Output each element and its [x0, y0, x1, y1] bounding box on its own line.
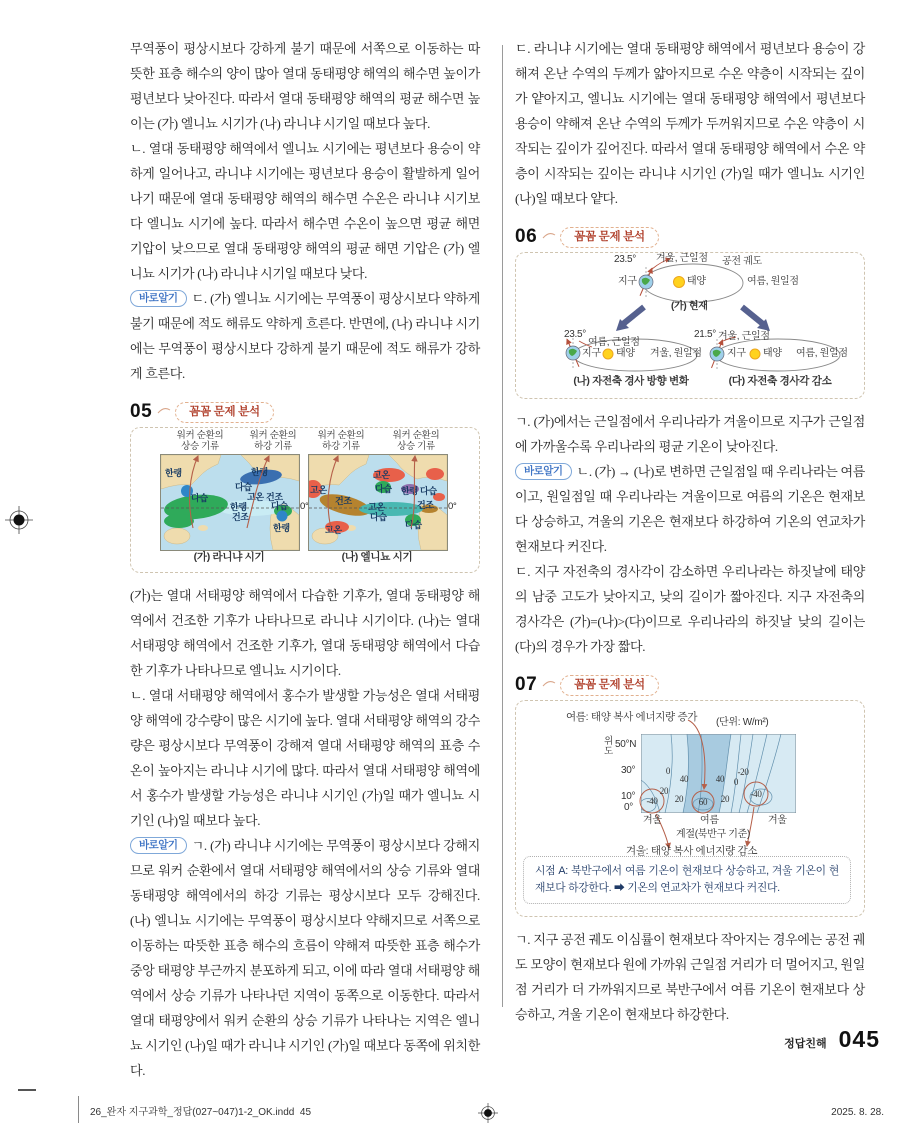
paragraph-text: ㄷ. (가) 엘니뇨 시기에는 무역풍이 평상시보다 약하게 불기 때문에 적도 해류도 약하게 흐른다. 반면에, (나) 라니냐 시기에는 무역풍이 평상시보다 강하게 불기 때문에 적도 해류가 강하게 흐른다. — [130, 291, 480, 381]
walker-label: 워커 순환의 상승 기류 — [392, 430, 440, 452]
orbit-label: 공전 궤도 — [722, 256, 762, 267]
climate-label: 건조 — [335, 496, 352, 506]
y-tick: 0° — [624, 802, 633, 813]
aphelion-label: 여름, 원일점 — [796, 348, 848, 359]
climate-label: 한랭 다습 — [401, 486, 437, 496]
badge-connector — [156, 403, 172, 417]
climate-label: 다습 — [375, 484, 392, 494]
summer-annotation: 여름: 태양 복사 에너지량 증가 — [566, 711, 698, 723]
walker-label: 워커 순환의 하강 기류 — [249, 430, 297, 452]
climate-label: 다습 — [191, 493, 208, 503]
perihelion-label: 여름, 근일점 — [588, 337, 640, 348]
y-tick: 30° — [621, 765, 636, 776]
map-lanina — [160, 454, 300, 551]
figure-05-header — [130, 399, 480, 425]
climate-label: 고온 — [310, 485, 327, 495]
figure-06-header — [515, 224, 865, 250]
equator-label: 0° — [448, 501, 457, 512]
sun-label: 태양 — [763, 348, 782, 359]
figure-07-header — [515, 672, 865, 698]
perihelion-label: 겨울, 근일점 — [718, 331, 770, 342]
contour-value: -40 — [750, 789, 762, 799]
climate-label: 한랭 — [165, 468, 182, 478]
figure-05-box — [130, 427, 480, 573]
badge-connector — [541, 228, 557, 242]
climate-label: 건조 — [417, 500, 434, 510]
equator-label: 0° — [300, 501, 309, 512]
climate-label: 다습 — [370, 512, 387, 522]
badge-connector — [541, 676, 557, 690]
print-mark-line — [78, 1096, 79, 1123]
tilt-angle-label: 23.5° — [564, 329, 586, 340]
figure-06 — [515, 224, 865, 399]
climate-label: 한랭 — [230, 502, 247, 512]
registration-mark-left — [5, 506, 33, 534]
contour-value: 0 — [665, 766, 671, 776]
print-filename: 26_완자 지구과학_정답(027~047)1-2_OK.indd 45 — [90, 1107, 312, 1118]
baroalgi-badge: 바로알기 — [130, 290, 187, 307]
figure-number: 06 — [515, 226, 538, 247]
paragraph-text: ㄱ. (가) 라니냐 시기에는 무역풍이 평상시보다 강해지므로 워커 순환에서 열대 서태평양 해역에서의 상승 기류와 열대 동태평양 해역에서의 하강 기류는 평상시보다 모두 강해진다. (나) 엘니뇨 시기에는 무역풍이 평상시보다 약해지므로 서쪽으로 이동하는 따뜻한 표층 해수의 흐름이 약해져 따뜻한 표층 해수가 중앙 태평양 부근까지 분포하게 되고, 이에 따라 열대 서태평양 해역에서 상승 기류가 나타나던 지역이 동쪽으로 이동한다. 따라서 열대 태평양에서 워커 순환의 상승 기류가 나타나는 지역은 엘니뇨 시기인 (나)일 때가 라니냐 시기인 (가)일 때보다 동쪽에 위치한다. — [130, 838, 480, 1078]
page-footer — [784, 1026, 880, 1053]
climate-label: 고온 — [373, 470, 390, 480]
figure-number: 07 — [515, 674, 538, 695]
y-tick: 10° — [621, 791, 636, 802]
map-caption: (가) 라니냐 시기 — [193, 551, 265, 563]
climate-label: 다습 — [405, 520, 422, 530]
unit-label: (단위: W/m²) — [716, 717, 769, 728]
print-date: 2025. 8. 28. — [831, 1107, 884, 1118]
tilt-angle-label: 21.5° — [694, 329, 716, 340]
figure-number: 05 — [130, 401, 153, 422]
orbit-caption: (다) 자전축 경사각 감소 — [728, 375, 832, 387]
summary-note: 시점 A: 북반구에서 여름 기온이 현재보다 상승하고, 겨울 기온이 현재보다 하강한다. ➡ 기온의 연교차가 현재보다 커진다. — [523, 856, 851, 904]
orbit-caption: (나) 자전축 경사 방향 변화 — [573, 375, 689, 387]
paragraph — [130, 286, 480, 386]
contour-value: 0 — [733, 777, 739, 787]
paragraph — [130, 833, 480, 1083]
figure-07 — [515, 672, 865, 917]
paragraph: ㄷ. 라니냐 시기에는 열대 동태평양 해역에서 평년보다 용승이 강해져 온난 수역의 두께가 얇아지므로 수온 약층이 시작되는 깊이가 얕아지고, 엘니뇨 시기에는 열대 동태평양 해역에서 평년보다 용승이 약해져 온난 수역의 두께가 두꺼워지므로 수온 약층이 시작되는 깊이가 깊어진다. 따라서 열대 동태평양 해역에서 수온 약층이 시작되는 깊이는 라니냐 시기인 (가)일 때가 엘니뇨 시기인 (나)일 때보다 얕다. — [515, 41, 865, 206]
paragraph: ㄴ. 열대 동태평양 해역에서 엘니뇨 시기에는 평년보다 용승이 약하게 일어나고, 라니냐 시기에는 평년보다 용승이 활발하게 일어나기 때문에 열대 동태평양 해역의 해수면 수온은 라니냐 시기보다 엘니뇨 시기에 높다. 따라서 해수면 수온이 높으면 평균 해면 기압이 낮으므로 열대 동태평양 해역의 평균 해면 기압은 (가) 엘니뇨 시기가 (나) 라니냐 시기일 때보다 낮다. — [130, 141, 480, 281]
winter-annotation: 겨울: 태양 복사 에너지량 감소 — [626, 845, 758, 857]
baroalgi-badge: 바로알기 — [130, 837, 187, 854]
contour-value: 60 — [698, 797, 708, 807]
aphelion-label: 겨울, 원일점 — [650, 348, 702, 359]
baroalgi-badge: 바로알기 — [515, 463, 572, 480]
climate-label: 다습 — [235, 482, 252, 492]
figure-05 — [130, 399, 480, 573]
climate-label: 다습 — [271, 501, 288, 511]
contour-value: 20 — [674, 794, 684, 804]
contour-value: 40 — [679, 774, 689, 784]
y-tick: 50°N — [615, 739, 637, 750]
sun-label: 태양 — [616, 348, 635, 359]
climate-label: 고온 — [325, 525, 342, 535]
climate-label: 고온 건조 — [247, 492, 283, 502]
contour-value: 20 — [659, 786, 669, 796]
earth-label: 지구 — [582, 348, 601, 359]
figure-07-box — [515, 700, 865, 917]
climate-label: 고온 — [368, 502, 385, 512]
contour-value: -40 — [646, 796, 658, 806]
x-tick: 겨울 — [768, 815, 787, 826]
paragraph: ㄴ. 열대 서태평양 해역에서 홍수가 발생할 가능성은 열대 서태평양 해역에 강수량이 많은 시기에 높다. 열대 서태평양 해역의 강수량은 평상시보다 무역풍이 강해져 열대 서태평양 해역의 표층 수온이 높아지는 라니냐 시기에 많다. 따라서 열대 서태평양 해역에서 홍수가 발생할 가능성은 라니냐 시기인 (가)일 때가 엘니뇨 시기인 (나)일 때보다 높다. — [130, 688, 480, 828]
walker-label: 워커 순환의 하강 기류 — [317, 430, 365, 452]
perihelion-label: 겨울, 근일점 — [656, 253, 708, 264]
paragraph-text: ㄴ. (가) → (나)로 변하면 근일점일 때 우리나라는 여름이고, 원일점일 때 우리나라는 겨울이므로 여름의 기온은 현재보다 상승하고, 겨울의 기온은 현재보다 하강하여 기온의 연교차가 현재보다 커진다. — [515, 464, 865, 554]
orbit-caption: (가) 현재 — [671, 301, 708, 312]
registration-mark-bottom — [478, 1103, 498, 1123]
paragraph: (가)는 열대 서태평양 해역에서 다습한 기후가, 열대 동태평양 해역에서 건조한 기후가 나타나므로 라니냐 시기이다. (나)는 열대 서태평양 해역에서 건조한 기후가, 열대 동태평양 해역에서 다습한 기후가 나타나므로 엘니뇨 시기이다. — [130, 588, 480, 678]
analysis-badge: 꼼꼼 문제 분석 — [560, 675, 659, 696]
climate-label: 한랭 — [251, 467, 268, 477]
earth-label: 지구 — [618, 276, 637, 287]
right-column — [515, 36, 865, 1027]
print-mark-dash — [18, 1089, 36, 1091]
analysis-badge: 꼼꼼 문제 분석 — [175, 402, 274, 423]
page-number: 045 — [838, 1026, 880, 1052]
x-tick: 여름 — [700, 815, 719, 826]
earth-label: 지구 — [727, 348, 746, 359]
contour-value: 20 — [720, 794, 730, 804]
paragraph: ㄱ. 지구 공전 궤도 이심률이 현재보다 작아지는 경우에는 공전 궤도 모양이 현재보다 원에 가까워 근일점 거리가 더 멀어지고, 원일점 거리가 더 가까워지므로 북반구에서 여름 기온이 현재보다 상승하고, 겨울 기온이 현재보다 하강한다. — [515, 932, 865, 1022]
analysis-badge: 꼼꼼 문제 분석 — [560, 227, 659, 248]
paragraph — [515, 459, 865, 559]
figure-06-box — [515, 252, 865, 399]
sun-label: 태양 — [687, 276, 706, 287]
paragraph: ㄱ. (가)에서는 근일점에서 우리나라가 겨울이므로 지구가 근일점에 가까울수록 우리나라의 평균 기온이 낮아진다. — [515, 414, 865, 454]
x-tick: 겨울 — [643, 815, 662, 826]
paragraph: 무역풍이 평상시보다 강하게 불기 때문에 서쪽으로 이동하는 따뜻한 표층 해수의 양이 많아 열대 동태평양 해역의 해수면 높이가 평년보다 낮아진다. 따라서 열대 동태평양 해역의 평균 해수면 높이는 (가) 엘니뇨 시기가 (나) 라니냐 시기일 때보다 높다. — [130, 41, 480, 131]
contour-value: -20 — [737, 767, 749, 777]
climate-label: 한랭 — [273, 523, 290, 533]
paragraph: ㄷ. 지구 자전축의 경사각이 감소하면 우리나라는 하짓날에 태양의 남중 고도가 낮아지고, 낮의 길이가 짧아진다. 지구 자전축의 경사각은 (가)=(나)>(다)이므로 우리나라의 하짓날 낮의 길이는 (다)의 경우가 가장 짧다. — [515, 564, 865, 654]
walker-label: 워커 순환의 상승 기류 — [176, 430, 224, 452]
aphelion-label: 여름, 원일점 — [747, 276, 799, 287]
map-caption: (나) 엘니뇨 시기 — [341, 551, 413, 563]
climate-label: 건조 — [232, 512, 249, 522]
contour-value: 40 — [715, 774, 725, 784]
column-divider — [502, 45, 503, 1007]
x-axis-title: 계절(북반구 기준) — [676, 829, 751, 840]
map-elnino — [308, 454, 448, 551]
y-axis-title: 위도 — [604, 736, 613, 757]
tilt-angle-label: 23.5° — [614, 254, 636, 265]
left-column — [130, 36, 480, 1083]
book-title: 정답친해 — [784, 1038, 827, 1050]
